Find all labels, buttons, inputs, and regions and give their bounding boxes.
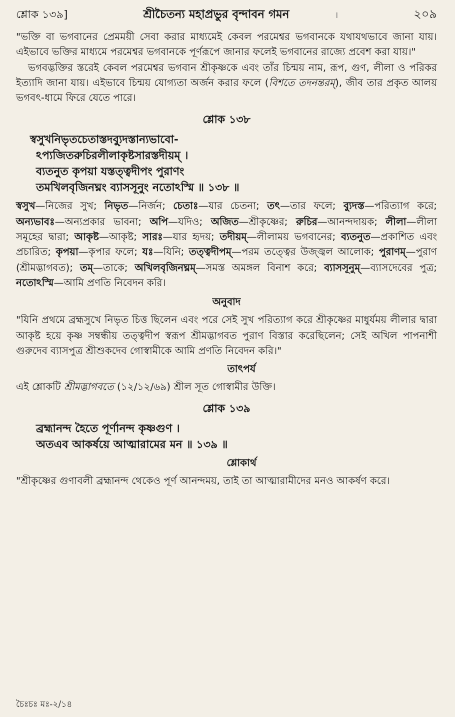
synonym-meaning: —পরিত্যাগ করে; [364,201,437,213]
synonym-word: অজিত [210,216,239,228]
synonym-word: তম্ [79,262,94,274]
synonym-word: তৎ [267,201,280,213]
synonym-word: স্বসুখ [16,201,36,213]
synonym-word: তদীয়ম্ [219,232,247,244]
translation-138-text: "যিনি প্রথমে ব্রহ্মসুখে নিভৃত চিত্ত ছিলেন এবং পরে সেই সুখ পরিত্যাগ করে শ্রীকৃষ্ণের মাধুর্যময় লীলার দ্বারা আকৃষ্ট হয়ে কৃষ্ণ সম্বন্ধীয় তত্ত্বদীপ স্বরূপ শ্রীমদ্ভাগবত পুরাণ বিস্তার করেছিলেন; সেই অখিল পাপনাশী গুরুদেব ব্যাসপুত্র শ্রীশুকদেব গোস্বামীকে আমি প্রণতি নিবেদন করি।" [16,315,437,357]
header-mark: । [334,11,339,21]
verse-139-title: শ্লোক ১৩৯ [202,402,251,416]
verse-138-line-2: ঽপ্যজিতরুচিরলীলাকৃষ্টসারস্তদীয়ম্ । [36,149,189,163]
synonym-meaning: —লীলা সমূহের দ্বারা; [16,216,438,244]
synonym-meaning: —যার চেতনা; [198,201,268,213]
purport-text-b: (১২/১২/৬৯) শ্রীল সূত গোস্বামীর উক্তি। [113,382,276,394]
purport-text-a: এই শ্লোকটি [16,382,64,394]
synonym-meaning: —পুরাণ (শ্রীমদ্ভাগবত); [16,247,437,274]
synonym-meaning: —সমস্ত অমঙ্গল বিনাশ করে; [195,262,325,274]
synonym-meaning: —আকৃষ্ট; [99,232,143,244]
synonym-word: চেতাঃ [173,201,199,213]
intro-text-b: ), জীব তার প্রকৃত আলয় ভগবৎ-ধামে ফিরে যেতে পারে। [16,77,438,105]
header-chapter-title: শ্রীচৈতন্য মহাপ্রভুর বৃন্দাবন গমন [143,7,290,21]
synonym-meaning: —শ্রীকৃষ্ণের; [238,216,296,228]
synonym-meaning: —অন্যপ্রকার ভাবনা; [54,216,150,228]
intro-text-a: ভগবদ্ভক্তির স্তরেই কেবল পরমেশ্বর ভগবান শ্রীকৃষ্ণকে এবং তাঁর চিন্ময় নাম, রূপ, গুণ, লীলা ও পরিকর ইত্যাদি জানা যায়। এইভাবে চিন্ময় যোগ্যতা অর্জন করার ফলে ( [16,62,437,89]
intro-text-italic: বিশতে তদনন্তরম্ [268,77,335,89]
synonym-meaning: —তাকে; [93,262,135,274]
synonym-meaning: —যিনি; [153,247,189,259]
synonym-meaning: —কৃপার ফলে; [78,247,143,259]
intro-paragraph [16,61,437,107]
synonym-word: অন্যভাবঃ [16,216,55,228]
translation-139-text: "শ্রীকৃষ্ণের গুণাবলী ব্রহ্মানন্দ থেকেও পূর্ণ আনন্দময়, তাই তা আত্মারামীদের মনও আকর্ষণ করে। [16,476,391,488]
synonym-meaning: —তার ফলে; [280,201,344,213]
verse-139-line-1: ব্রহ্মানন্দ হৈতে পূর্ণানন্দ কৃষ্ণগুণ । [36,422,180,436]
verse-138-synonyms [16,199,437,291]
synonym-meaning: —আনন্দদায়ক; [317,216,386,228]
synonym-meaning: —নির্জন; [128,201,174,213]
synonym-word: নিভৃত [104,201,129,213]
verse-138-line-4: তমখিলবৃজিনঘ্নং ব্যাসসূনুং নতোঽস্মি ॥ ১৩৮ ॥ [36,181,240,195]
synonym-word: ব্যুদস্ত [343,201,365,213]
synonym-word: ব্যতনুত [341,232,371,244]
synonym-word: আকৃষ্ট [74,232,99,244]
purport-138-heading: তাৎপর্য [227,364,256,376]
page-number: ২০৯ [413,7,437,21]
synonym-meaning: —ব্যাসদেবের পুত্র; [360,262,437,274]
synonym-word: কৃপয়া [55,247,79,259]
synonym-word: লীলা [385,216,407,228]
verse-139-line-2: অতএব আকর্ষয়ে আত্মারামের মন ॥ ১৩৯ ॥ [36,438,228,452]
intro-quote: "ভক্তি বা ভগবানের প্রেমময়ী সেবা করার মাধ্যমেই কেবল পরমেশ্বর ভগবানকে যথাযথভাবে জানা যায়। এইভাবে ভক্তির মাধ্যমে পরমেশ্বর ভগবানকে পূর্ণরূপে জানার ফলেই ভগবানের রাজ্যে প্রবেশ করা যায়।" [16,32,437,59]
synonym-word: অখিলবৃজিনঘ্নম্ [134,262,196,274]
synonym-word: সারঃ [142,232,163,244]
synonym-word: যঃ [142,247,154,259]
synonym-word: রুচির [295,216,318,228]
header-verse-ref: শ্লোক ১৩৯] [16,8,68,21]
synonym-word: নতোঽস্মি [16,277,54,289]
page-header [16,6,437,26]
synonym-meaning: —আমি প্রণতি নিবেদন করি। [53,277,166,289]
page-footer: চৈঃচঃ মঃ-২/১৪ [16,700,73,710]
synonym-meaning: —যার হৃদয়; [162,232,220,244]
synonym-meaning: —প্রকাশিত এবং প্রচারিত; [16,232,438,259]
verse-138-line-3: ব্যতনুত কৃপয়া যস্তত্ত্বদীপং পুরাণং [36,165,185,179]
verse-138-title: শ্লোক ১৩৮ [202,113,251,127]
synonym-meaning: —লীলাময় ভগবানের; [246,232,342,244]
translation-139-heading: শ্লোকার্থ [226,458,257,470]
verse-138-line-1: স্বসুখনিভৃতচেতাস্তদ্ব্যুদস্তান্যভাবো- [30,133,179,147]
synonym-meaning: —যদিও; [168,216,211,228]
synonym-word: ব্যাসসূনুম্ [324,262,361,274]
purport-text-italic: শ্রীমদ্ভাগবতে [63,382,114,394]
synonym-meaning: —পরম তত্ত্বের উজ্জ্বল আলোক; [231,247,379,259]
synonym-word: পুরাণম্ [378,247,406,259]
purport-138-text [16,380,437,395]
synonym-word: তত্ত্বদীপম্ [188,247,232,259]
translation-138-heading: অনুবাদ [212,297,241,309]
synonym-meaning: —নিজের সুখ; [35,201,105,213]
synonym-word: অপি [149,216,169,228]
